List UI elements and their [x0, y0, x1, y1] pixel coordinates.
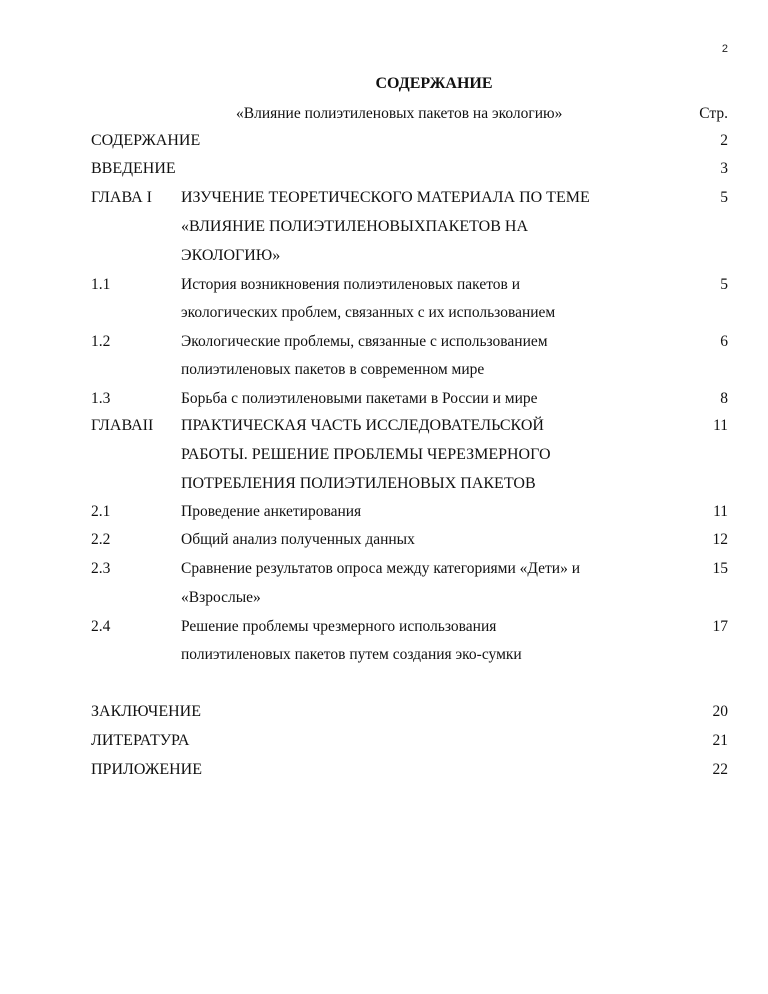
- toc-entry-number: 2.3: [91, 560, 111, 577]
- toc-entry-page: 15: [712, 560, 728, 577]
- toc-entry-number: 1.1: [91, 276, 111, 293]
- toc-entry-text: «ВЛИЯНИЕ ПОЛИЭТИЛЕНОВЫХПАКЕТОВ НА: [181, 218, 528, 235]
- toc-entry-text: Экологические проблемы, связанные с использованием: [181, 333, 548, 350]
- toc-title: СОДЕРЖАНИЕ: [375, 75, 493, 92]
- toc-entry-number: 2.2: [91, 531, 111, 548]
- toc-entry-page: 22: [712, 761, 728, 778]
- toc-entry-page: 20: [712, 703, 728, 720]
- toc-entry-text: ЭКОЛОГИЮ»: [181, 247, 281, 264]
- page-column-label: Стр.: [699, 105, 728, 122]
- toc-entry-text: Общий анализ полученных данных: [181, 531, 415, 548]
- toc-entry-text: Решение проблемы чрезмерного использования: [181, 618, 497, 635]
- toc-entry-page: 8: [720, 390, 728, 407]
- toc-entry-page: 21: [712, 732, 728, 749]
- page-number: 2: [721, 43, 728, 55]
- toc-entry-label: ЛИТЕРАТУРА: [91, 732, 190, 749]
- toc-entry-number: 1.3: [91, 390, 111, 407]
- toc-entry-number: ГЛАВА I: [91, 189, 152, 206]
- toc-entry-label: ПРИЛОЖЕНИЕ: [91, 761, 203, 778]
- toc-entry-page: 2: [720, 132, 728, 149]
- toc-entry-label: СОДЕРЖАНИЕ: [91, 132, 201, 149]
- toc-entry-text: Борьба с полиэтиленовыми пакетами в России и мире: [181, 390, 538, 407]
- toc-entry-page: 12: [712, 531, 728, 548]
- toc-entry-text: полиэтиленовых пакетов в современном мире: [181, 361, 485, 378]
- toc-entry-page: 5: [720, 276, 728, 293]
- toc-subtitle: «Влияние полиэтиленовых пакетов на экологию»: [236, 105, 563, 122]
- toc-entry-number: 2.1: [91, 503, 111, 520]
- toc-entry-text: История возникновения полиэтиленовых пакетов и: [181, 276, 521, 293]
- toc-entry-page: 11: [713, 417, 728, 434]
- toc-entry-page: 17: [712, 618, 728, 635]
- toc-entry-page: 3: [720, 160, 728, 177]
- toc-entry-text: экологических проблем, связанных с их использованием: [181, 304, 556, 321]
- toc-entry-page: 11: [713, 503, 728, 520]
- toc-entry-text: РАБОТЫ. РЕШЕНИЕ ПРОБЛЕМЫ ЧЕРЕЗМЕРНОГО: [181, 446, 551, 463]
- toc-entry-page: 5: [720, 189, 728, 206]
- toc-entry-number: 2.4: [91, 618, 111, 635]
- toc-entry-number: 1.2: [91, 333, 111, 350]
- toc-entry-number: ГЛАВАII: [91, 417, 154, 434]
- toc-entry-text: Сравнение результатов опроса между категориями «Дети» и: [181, 560, 581, 577]
- toc-entry-text: «Взрослые»: [181, 589, 261, 606]
- toc-entry-text: Проведение анкетирования: [181, 503, 362, 520]
- toc-entry-text: полиэтиленовых пакетов путем создания эко-сумки: [181, 646, 522, 663]
- toc-entry-text: ПОТРЕБЛЕНИЯ ПОЛИЭТИЛЕНОВЫХ ПАКЕТОВ: [181, 475, 536, 492]
- toc-entry-label: ЗАКЛЮЧЕНИЕ: [91, 703, 201, 720]
- toc-entry-page: 6: [720, 333, 728, 350]
- toc-entry-text: ИЗУЧЕНИЕ ТЕОРЕТИЧЕСКОГО МАТЕРИАЛА ПО ТЕМЕ: [181, 189, 590, 206]
- toc-entry-text: ПРАКТИЧЕСКАЯ ЧАСТЬ ИССЛЕДОВАТЕЛЬСКОЙ: [181, 417, 544, 434]
- toc-entry-label: ВВЕДЕНИЕ: [91, 160, 176, 177]
